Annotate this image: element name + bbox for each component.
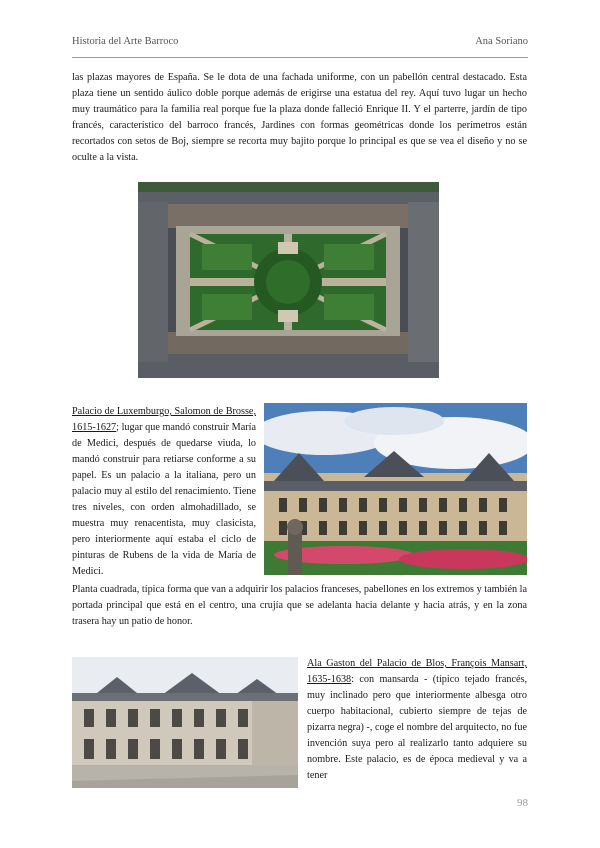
image-palacio-blois — [72, 657, 298, 788]
header-title: Historia del Arte Barroco — [72, 36, 179, 47]
luxemburgo-body: ; lugar que mandó construir María de Medici, después de quedarse viuda, lo mandó construir para retiarse conforme a su papel. Es un palacio a la italiana, pero un palacio muy al estilo del renacimiento. Tiene tres niveles, con orden almohadillado, se muestra muy renacentista, muy clasicista, pero interiormente aquí estaba el ciclo de pinturas de Rubens de la vida de María de Medici. — [72, 422, 256, 577]
blois-body: : con mansarda - (típico tejado francés, muy inclinado pero que interiormente albesga otro cuerpo habitacional, cubierto siempre de tejas de pizarra negra) -, coge el nombre del arquitecto, no fue invención suya pero al realizarlo tanto adquiere su nombre. Este palacio, es de época medieval y va a tener — [307, 674, 527, 781]
page-number: 98 — [517, 797, 528, 809]
header-divider — [72, 57, 528, 58]
luxemburgo-title: Palacio de Luxemburgo, Salomon de Brosse, 1615-1627 — [72, 406, 256, 433]
paragraph-planta-cuadrada: Planta cuadrada, típica forma que van a adquirir los palacios franceses, pabellones en los extremos y también la portada principal que está en el centro, una crujía que se adelanta hacia delante y hacia atrás, y en la zona trasera hay un patio de honor. — [72, 584, 527, 627]
image-palacio-luxemburgo — [264, 403, 527, 575]
blois-title: Ala Gaston del Palacio de Blos, François Mansart, 1635-1638 — [307, 658, 527, 685]
paragraph-luxemburgo — [72, 404, 256, 580]
paragraph-palacio-blois — [307, 656, 527, 784]
header-author: Ana Soriano — [475, 36, 528, 47]
image-place-des-vosges-aerial — [138, 182, 439, 378]
paragraph-plaza-vosgos: las plazas mayores de España. Se le dota de una fachada uniforme, con un pabellón central destacado. Esta plaza tiene un sentido áulico doble porque además de erigirse una estatua del rey. Aquí tuvo lugar un hecho muy traumático para la familia real porque fue la plaza donde falleció Enrique II. Y el parterre, jardín de tipo francés, característico del barroco francés, Jardines con formas geométricas donde los perímetros están recortados con setos de Boj, siempre se recorta muy bajito porque lo principal es que se vea el diseño y no se oculte a la vista. — [72, 72, 527, 163]
page-header — [72, 36, 528, 52]
